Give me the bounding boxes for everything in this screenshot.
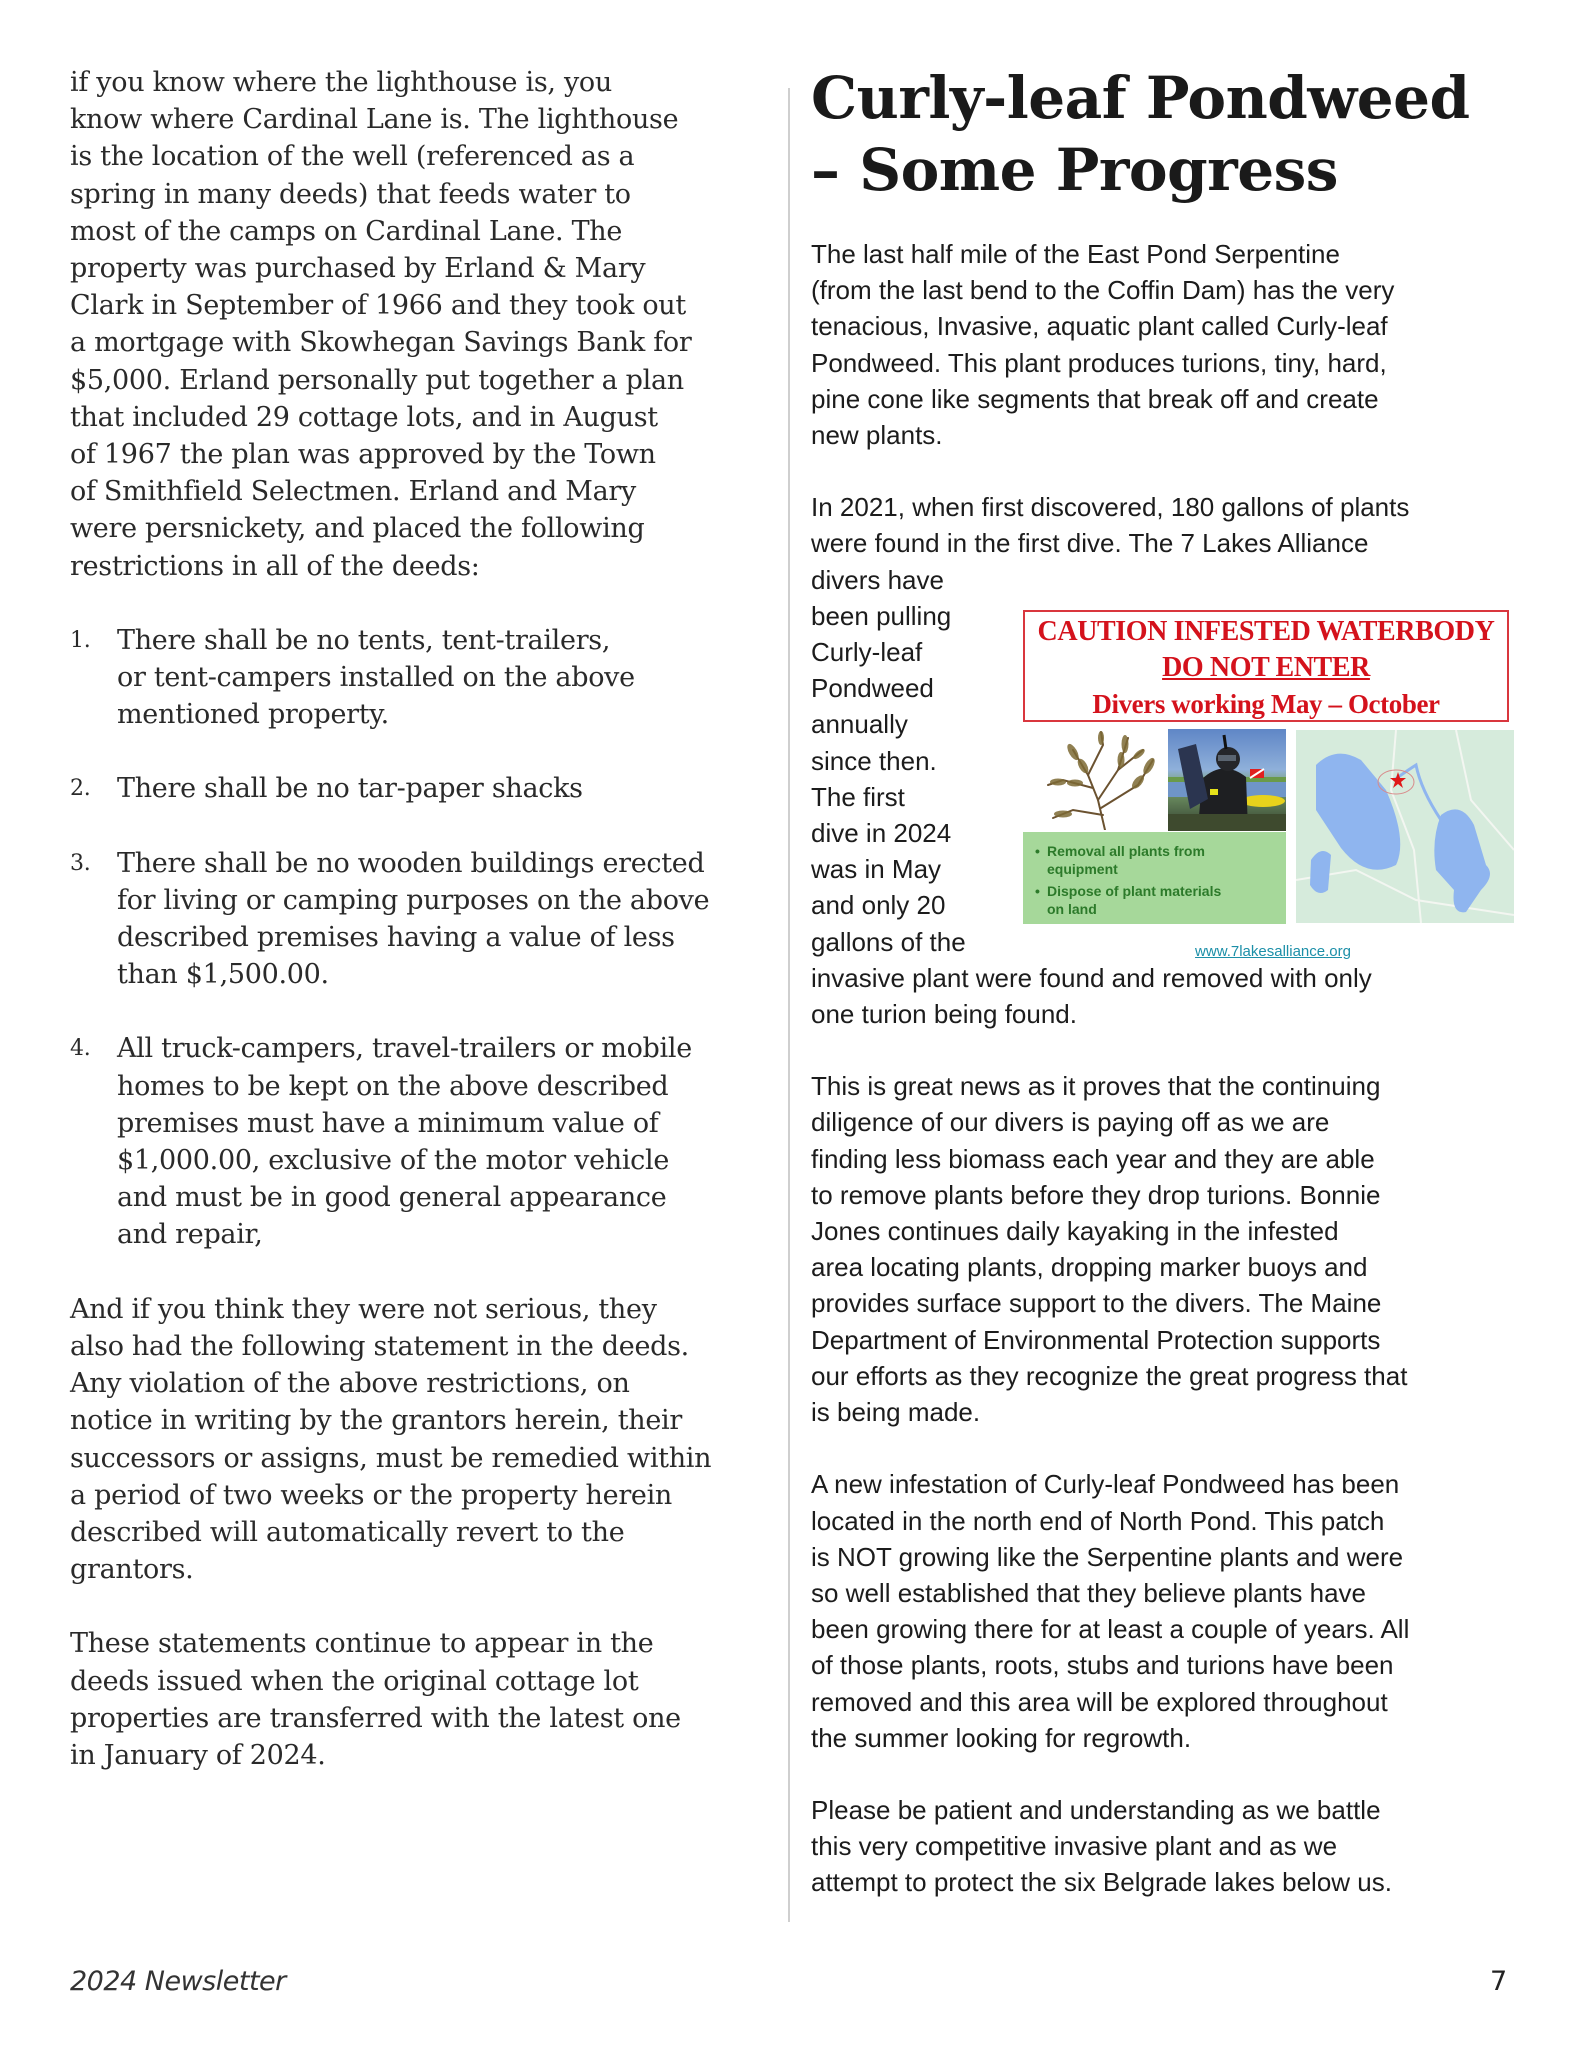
text-line: dive in 2024: [811, 818, 952, 849]
text-line: tenacious, Invasive, aquatic plant called Curly-leaf: [811, 311, 1388, 342]
text-line: homes to be kept on the above described: [117, 1070, 669, 1102]
text-line: successors or assigns, must be remedied within: [70, 1442, 712, 1474]
text-line: located in the north end of North Pond. This patch: [811, 1505, 1385, 1536]
text-line: All truck-campers, travel-trailers or mobile: [117, 1033, 692, 1065]
map-illustration: [1296, 730, 1514, 923]
text-line: of Smithfield Selectmen. Erland and Mary: [70, 476, 636, 508]
text-line: These statements continue to appear in the: [70, 1628, 654, 1660]
instruction-item: [1035, 842, 1286, 878]
text-line: the summer looking for regrowth.: [811, 1722, 1192, 1753]
text-line: $5,000. Erland personally put together a plan: [70, 364, 684, 396]
para-great-news: [811, 1068, 1511, 1430]
diver-photo: [1168, 729, 1286, 831]
text-line: Pondweed: [811, 673, 934, 704]
east-pond-water: [1434, 809, 1490, 912]
lake-map: [1296, 730, 1514, 923]
text-line: The last half mile of the East Pond Serpentine: [811, 239, 1340, 269]
text-line: property was purchased by Erland & Mary: [70, 253, 646, 285]
text-line: than $1,500.00.: [117, 959, 329, 991]
text-line: that included 29 cottage lots, and in August: [70, 401, 658, 433]
text-line: $1,000.00, exclusive of the motor vehicle: [117, 1145, 670, 1177]
text-line: This is great news as it proves that the continuing: [811, 1071, 1381, 1102]
serpentine-stream: [1394, 765, 1441, 820]
text-line: Any violation of the above restrictions, on: [70, 1368, 630, 1400]
text-line: Pondweed. This plant produces turions, tiny, hard,: [811, 347, 1387, 378]
do-not-enter: DO NOT ENTER: [1162, 651, 1370, 683]
instruction-line: • Dispose of plant materials: [1047, 882, 1222, 899]
restriction-number: 2.: [70, 776, 91, 802]
restriction-item: [70, 1030, 770, 1253]
text-line: area locating plants, dropping marker buoys and: [811, 1252, 1368, 1283]
divers-working: Divers working May – October: [1092, 688, 1440, 719]
text-line: mentioned property.: [117, 699, 389, 731]
text-line: There shall be no wooden buildings erected: [117, 847, 705, 879]
text-line: also had the following statement in the deeds.: [70, 1330, 689, 1362]
text-line: There shall be no tents, tent-trailers,: [117, 624, 611, 656]
text-line: pine cone like segments that break off and create: [811, 383, 1379, 414]
instructions-box: [1023, 832, 1286, 924]
instruction-line: • Removal all plants from: [1047, 842, 1205, 859]
para-2021-discovery: [811, 489, 1511, 1032]
instruction-line: equipment: [1047, 860, 1118, 877]
headline-line: Curly-leaf Pondweed: [811, 64, 1470, 132]
closing-paragraph: [70, 1625, 770, 1774]
little-pond-water: [1310, 851, 1331, 893]
text-line: was in May: [811, 854, 942, 885]
text-line: properties are transferred with the latest one: [70, 1702, 681, 1734]
text-line: a period of two weeks or the property herein: [70, 1479, 673, 1511]
text-line: And if you think they were not serious, they: [70, 1293, 657, 1325]
text-line: In 2021, when first discovered, 180 gallons of plants: [811, 492, 1410, 523]
text-line: since then.: [811, 745, 937, 776]
text-line: grantors.: [70, 1554, 194, 1586]
text-line: The first: [811, 781, 905, 812]
text-line: diligence of our divers is paying off as we are: [811, 1107, 1330, 1138]
instruction-item: [1035, 882, 1286, 918]
restriction-item: [70, 770, 770, 807]
left-column: [70, 64, 770, 1811]
para-please-be-patient: [811, 1792, 1511, 1901]
text-line: Please be patient and understanding as we battle: [811, 1794, 1381, 1825]
text-line: and must be in good general appearance: [117, 1182, 667, 1214]
text-line: in January of 2024.: [70, 1739, 326, 1771]
text-line: removed and this area will be explored throughout: [811, 1686, 1388, 1717]
footer-publication: 2024 Newsletter: [70, 1966, 286, 1997]
caution-title: CAUTION INFESTED WATERBODY: [1037, 615, 1495, 647]
restrictions-list: [70, 622, 770, 1254]
text-line: spring in many deeds) that feeds water to: [70, 178, 631, 210]
text-line: described will automatically revert to the: [70, 1516, 625, 1548]
text-line: deeds issued when the original cottage lot: [70, 1665, 639, 1697]
text-line: A new infestation of Curly-leaf Pondweed has been: [811, 1469, 1400, 1500]
text-line: Curly-leaf: [811, 637, 923, 668]
seven-lakes-link[interactable]: www.7lakesalliance.org: [1195, 942, 1351, 960]
text-line: gallons of the: [811, 926, 966, 957]
text-line: is the location of the well (referenced as a: [70, 141, 635, 173]
text-line: were persnickety, and placed the following: [70, 513, 645, 545]
text-line: new plants.: [811, 420, 943, 451]
text-line: been growing there for at least a couple of years. All: [811, 1614, 1410, 1645]
text-line: (from the last bend to the Coffin Dam) has the very: [811, 275, 1395, 306]
text-line: described premises having a value of less: [117, 922, 675, 954]
text-line: is NOT growing like the Serpentine plants and were: [811, 1541, 1404, 1572]
headline-line: – Some Progress: [811, 136, 1338, 204]
text-line: this very competitive invasive plant and as we: [811, 1831, 1338, 1862]
caution-poster: [1023, 610, 1513, 970]
page-number: 7: [1490, 1966, 1508, 1997]
text-line: a mortgage with Skowhegan Savings Bank for: [70, 327, 692, 359]
text-line: Department of Environmental Protection supports: [811, 1324, 1381, 1355]
text-line: one turion being found.: [811, 999, 1077, 1030]
text-line: our efforts as they recognize the great progress that: [811, 1360, 1408, 1391]
instruction-line: on land: [1047, 900, 1097, 917]
text-line: premises must have a minimum value of: [117, 1107, 659, 1139]
text-line: so well established that they believe plants have: [811, 1577, 1367, 1608]
text-line: know where Cardinal Lane is. The lighthouse: [70, 104, 679, 136]
pondweed-plant-image: [1043, 730, 1168, 830]
text-line: restrictions in all of the deeds:: [70, 550, 480, 582]
article-body: [811, 236, 1511, 1901]
text-line: finding less biomass each year and they are able: [811, 1143, 1375, 1174]
restriction-item: [70, 845, 770, 994]
text-line: or tent-campers installed on the above: [117, 662, 635, 694]
column-divider: [788, 88, 790, 1922]
restriction-number: 3.: [70, 850, 91, 876]
text-line: for living or camping purposes on the above: [117, 884, 710, 916]
wrap-block: [811, 562, 1511, 960]
text-line: Jones continues daily kayaking in the infested: [811, 1216, 1339, 1247]
text-line: is being made.: [811, 1397, 981, 1428]
text-line: of 1967 the plan was approved by the Town: [70, 439, 656, 471]
text-line: notice in writing by the grantors herein, their: [70, 1405, 682, 1437]
text-line: been pulling: [811, 600, 952, 631]
para-serpentine: [811, 236, 1511, 453]
restriction-number: 4.: [70, 1036, 91, 1062]
text-line: to remove plants before they drop turions. Bonnie: [811, 1179, 1381, 1210]
article-headline: [811, 62, 1511, 206]
text-line: annually: [811, 709, 908, 740]
text-line: attempt to protect the six Belgrade lakes below us.: [811, 1867, 1392, 1898]
diver-illustration: [1168, 729, 1286, 831]
right-column: [811, 62, 1511, 1937]
para-new-infestation: [811, 1466, 1511, 1756]
text-line: were found in the first dive. The 7 Lakes Alliance: [811, 528, 1369, 559]
text-line: most of the camps on Cardinal Lane. The: [70, 215, 623, 247]
text-line: and repair,: [117, 1219, 263, 1251]
text-line: if you know where the lighthouse is, you: [70, 67, 612, 98]
caution-sign: [1023, 610, 1509, 722]
intro-paragraph: [70, 64, 770, 585]
text-line: divers have: [811, 564, 944, 595]
text-line: There shall be no tar-paper shacks: [117, 773, 583, 805]
restriction-item: [70, 622, 770, 734]
restriction-number: 1.: [70, 627, 91, 653]
text-line: Clark in September of 1966 and they took out: [70, 290, 686, 322]
text-line: and only 20: [811, 890, 946, 921]
text-line: invasive plant were found and removed with only: [811, 962, 1372, 993]
serious-paragraph: [70, 1291, 770, 1589]
text-line: of those plants, roots, stubs and turions have been: [811, 1650, 1394, 1681]
text-line: provides surface support to the divers. The Maine: [811, 1288, 1382, 1319]
